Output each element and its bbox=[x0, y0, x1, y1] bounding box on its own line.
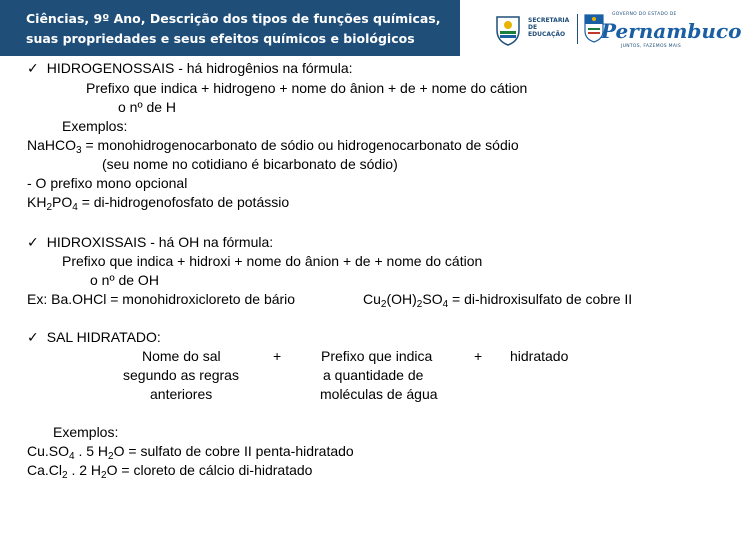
formula-name: O = cloreto de cálcio di-hidratado bbox=[106, 462, 313, 478]
formula-col1-line3: anteriores bbox=[150, 386, 213, 402]
naming-rule: Prefixo que indica + hidroxi + nome do ânion + de + nome do cátion bbox=[62, 253, 483, 269]
state-crest-icon bbox=[494, 14, 522, 46]
formula-text: . 2 H bbox=[67, 462, 102, 478]
naming-rule: Prefixo que indica + hidrogeno + nome do ânion + de + nome do cátion bbox=[86, 80, 528, 96]
checkmark-icon: ✓ bbox=[27, 235, 39, 251]
formula-text: . 5 H bbox=[74, 443, 109, 459]
mono-prefix-note: - O prefixo mono opcional bbox=[27, 175, 188, 191]
formula-name: = di-hidroxisulfato de cobre II bbox=[448, 291, 633, 307]
subscript: 2 bbox=[108, 451, 114, 462]
checkmark-icon: ✓ bbox=[27, 61, 39, 77]
subscript: 4 bbox=[72, 202, 78, 213]
example-cu2oh2so4 bbox=[363, 290, 632, 309]
formula-name: O = sulfato de cobre II penta-hidratado bbox=[113, 443, 354, 459]
subscript: 2 bbox=[62, 470, 68, 481]
logo-divider bbox=[577, 14, 578, 44]
checkmark-icon: ✓ bbox=[27, 330, 39, 346]
formula-text: NaHCO bbox=[27, 137, 77, 153]
secretaria-line1: SECRETARIA bbox=[528, 17, 570, 24]
slide-title bbox=[26, 9, 466, 49]
formula-text: Cu.SO bbox=[27, 443, 70, 459]
pernambuco-logo: Pernambuco bbox=[601, 19, 741, 43]
example-note: (seu nome no cotidiano é bicarbonato de sódio) bbox=[102, 156, 398, 172]
subscript: 3 bbox=[76, 145, 82, 156]
subscript: 4 bbox=[442, 299, 449, 310]
section-hidrogenossais-heading bbox=[27, 59, 353, 79]
formula-col2-line3: moléculas de água bbox=[320, 386, 438, 402]
naming-rule-cont: o nº de H bbox=[118, 99, 177, 115]
formula-text: Cu bbox=[363, 291, 381, 307]
example-kh2po4 bbox=[27, 193, 289, 212]
secretaria-label bbox=[528, 17, 572, 38]
formula-text: SO bbox=[422, 291, 443, 307]
section-hidroxissais-heading bbox=[27, 233, 273, 253]
formula-name: = di-hidrogenofosfato de potássio bbox=[77, 194, 290, 210]
logo-tagline: JUNTOS, FAZEMOS MAIS bbox=[621, 44, 682, 49]
subscript: 2 bbox=[101, 470, 107, 481]
formula-text: Ca.Cl bbox=[27, 462, 63, 478]
heading-text: HIDROXISSAIS - há OH na fórmula: bbox=[46, 234, 274, 250]
formula-col2-line1: Prefixo que indica bbox=[321, 348, 433, 364]
formula-col1-line2: segundo as regras bbox=[123, 367, 239, 383]
subscript: 2 bbox=[46, 202, 53, 213]
slide-title-line2: suas propriedades e seus efeitos químicos e biológicos bbox=[26, 31, 415, 46]
formula-text: KH bbox=[27, 194, 47, 210]
formula-text: PO bbox=[52, 194, 73, 210]
example-baohcl: Ex: Ba.OHCl = monohidroxicloreto de bário bbox=[27, 291, 296, 307]
example-cuso4 bbox=[27, 442, 354, 461]
subscript: 4 bbox=[69, 451, 75, 462]
section-sal-hidratado-heading bbox=[27, 328, 161, 348]
formula-text: (OH) bbox=[386, 291, 417, 307]
heading-text: SAL HIDRATADO: bbox=[46, 329, 161, 345]
slide-title-line1: Ciências, 9º Ano, Descrição dos tipos de funções químicas, bbox=[26, 11, 441, 26]
secretaria-line2: DE EDUCAÇÃO bbox=[528, 24, 566, 38]
formula-col2-line2: a quantidade de bbox=[323, 367, 424, 383]
formula-name: = monohidrogenocarbonato de sódio ou hidrogenocarbonato de sódio bbox=[81, 137, 519, 153]
examples-label: Exemplos: bbox=[62, 118, 128, 134]
example-cacl2 bbox=[27, 461, 312, 480]
examples-label: Exemplos: bbox=[53, 424, 119, 440]
subscript: 2 bbox=[380, 299, 387, 310]
naming-rule-cont: o nº de OH bbox=[90, 272, 159, 288]
formula-col3-line1: hidratado bbox=[510, 348, 569, 364]
subscript: 2 bbox=[416, 299, 423, 310]
plus-sign: + bbox=[273, 348, 282, 364]
formula-col1-line1: Nome do sal bbox=[142, 348, 221, 364]
plus-sign: + bbox=[474, 348, 483, 364]
government-label: GOVERNO DO ESTADO DE bbox=[612, 12, 677, 17]
example-nahco3 bbox=[27, 136, 519, 155]
heading-text: HIDROGENOSSAIS - há hidrogênios na fórmula: bbox=[46, 60, 353, 76]
